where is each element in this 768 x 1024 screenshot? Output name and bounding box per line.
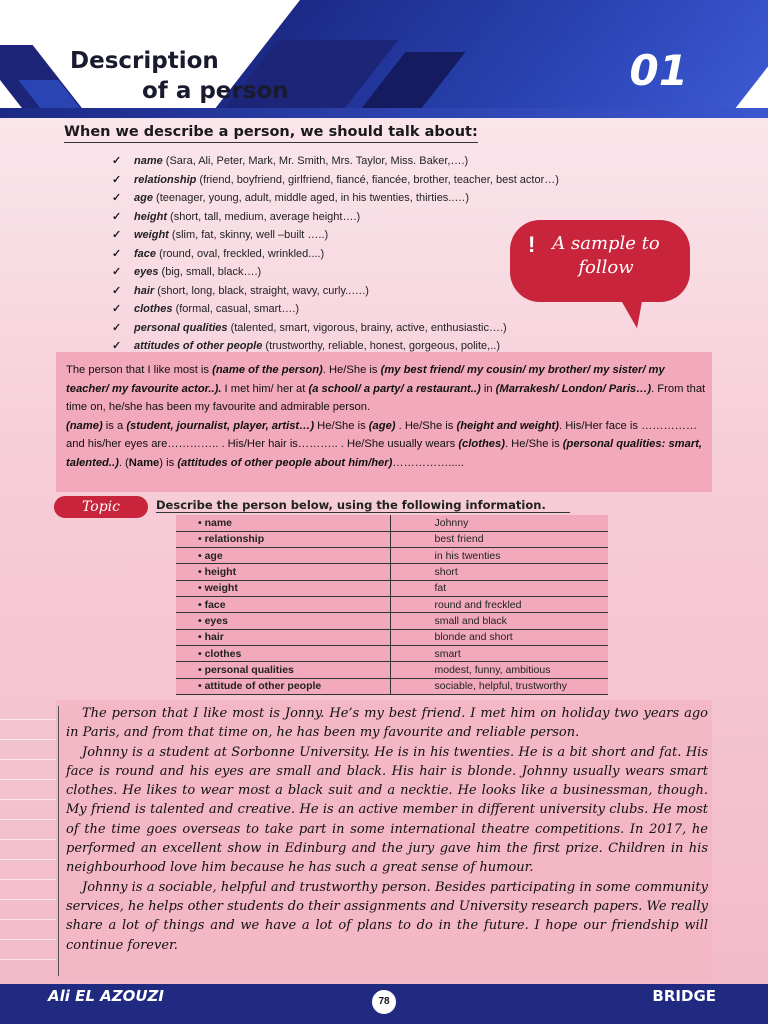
header-bottom-bar: [0, 108, 768, 118]
table-row: [176, 613, 608, 629]
table-row: [176, 678, 608, 694]
topic-instruction: Describe the person below, using the following information.: [156, 498, 570, 513]
criteria-item: [112, 171, 559, 190]
table-row: [176, 548, 608, 564]
sample-bubble-exclamation: !: [528, 232, 536, 257]
criteria-term: eyes: [134, 266, 159, 278]
model-placeholder: (personal qualities: smart, talented..): [66, 438, 703, 469]
criteria-term: face: [134, 247, 157, 260]
model-text: He/She is: [314, 419, 369, 432]
model-placeholder: Name: [128, 456, 160, 469]
criteria-item: [112, 300, 559, 319]
criteria-item: [112, 263, 559, 282]
model-placeholder: (name): [66, 419, 103, 432]
criteria-detail: (Sara, Ali, Peter, Mark, Mr. Smith, Mrs. Taylor, Miss. Baker,….): [162, 155, 469, 167]
criteria-term: age: [134, 192, 153, 204]
check-mark-icon: ✓: [112, 210, 122, 223]
check-mark-icon: ✓: [112, 266, 122, 278]
criteria-item: [112, 319, 559, 338]
info-key: • eyes: [176, 613, 390, 629]
info-key: • personal qualities: [176, 662, 390, 678]
model-text: . He/She is: [395, 419, 457, 432]
info-value: Johnny: [390, 515, 608, 531]
check-mark-icon: ✓: [112, 247, 122, 260]
criteria-term: hair: [134, 284, 155, 297]
model-text: …………….....: [392, 456, 464, 469]
page-title: [70, 46, 289, 106]
criteria-item: [112, 189, 559, 208]
criteria-item: [112, 245, 559, 264]
model-text: ) is: [159, 456, 178, 469]
model-text: I met him/ her at: [221, 382, 309, 395]
model-text: in: [480, 382, 496, 395]
model-text: The person that I like most is: [66, 364, 213, 376]
info-key: • name: [176, 515, 390, 531]
info-value: fat: [390, 580, 608, 596]
criteria-term: name: [134, 155, 163, 167]
check-mark-icon: ✓: [112, 173, 122, 186]
criteria-list: [112, 152, 559, 356]
info-value: in his twenties: [390, 548, 608, 564]
info-key: • face: [176, 597, 390, 613]
info-value: small and black: [390, 613, 608, 629]
check-mark-icon: ✓: [112, 321, 122, 334]
criteria-term: weight: [134, 229, 169, 241]
table-row: [176, 646, 608, 662]
page-number: 78: [370, 988, 398, 1016]
criteria-term: relationship: [134, 173, 197, 186]
model-placeholder: (student, journalist, player, artist…): [126, 419, 315, 432]
criteria-item: [112, 208, 559, 227]
table-row: [176, 662, 608, 678]
info-key: • weight: [176, 580, 390, 596]
table-row: [176, 597, 608, 613]
criteria-detail: (trustworthy, reliable, honest, gorgeous, polite,..): [262, 340, 500, 352]
criteria-detail: (formal, casual, smart….): [172, 303, 300, 315]
sample-bubble-line1: A sample to: [552, 233, 660, 254]
check-mark-icon: ✓: [112, 192, 122, 204]
sample-essay: [56, 700, 712, 980]
model-text: . His/Her face is ……………and his/her eyes are………….. . His/Her hair is……….. . He/She usually wears: [66, 419, 698, 450]
info-key: • height: [176, 564, 390, 580]
essay-paragraph: Johnny is a student at Sorbonne University. He is in his twenties. He is a bit short and fat. His face is round and his eyes are small and black. His hair is blonde. Johnny usually wears smart clothes. He likes to wear most a black suit and a necktie. He looks like a businessman, though. My friend is talented and creative. He is an active member in different university clubs. He most of the time goes overseas to take part in some international theatre competitions. In 2017, he performed an excellent show in Edinburg and the jury gave him the first prize. Children in his neighbourhood love him because he has such a great sense of humour.: [66, 744, 708, 876]
footer-brand: BRIDGE: [652, 987, 716, 1005]
unit-number: 01: [629, 46, 688, 95]
check-mark-icon: ✓: [112, 303, 122, 315]
criteria-detail: (slim, fat, skinny, well –built …..): [168, 229, 329, 241]
criteria-detail: (short, long, black, straight, wavy, curly..….): [154, 284, 369, 297]
model-text: is a: [102, 419, 127, 432]
info-key: • relationship: [176, 531, 390, 547]
footer-author: Ali EL AZOUZI: [48, 987, 165, 1005]
info-key: • clothes: [176, 646, 390, 662]
page-title-line1: Description: [70, 48, 219, 74]
criteria-item: [112, 282, 559, 301]
table-row: [176, 580, 608, 596]
model-placeholder: (clothes): [458, 438, 505, 450]
model-placeholder: (my best friend/ my cousin/ my brother/ my sister/ my teacher/ my favourite actor..).: [66, 364, 665, 395]
model-text: . (: [118, 456, 129, 469]
criteria-term: clothes: [134, 303, 173, 315]
criteria-detail: (big, small, black….): [158, 266, 262, 278]
criteria-item: [112, 152, 559, 171]
info-value: best friend: [390, 531, 608, 547]
table-row: [176, 531, 608, 547]
info-key: • attitude of other people: [176, 678, 390, 694]
essay-margin-lines: [0, 700, 60, 980]
model-placeholder: (a school/ a party/ a restaurant..): [308, 382, 481, 395]
model-placeholder: (age): [368, 419, 396, 432]
criteria-item: [112, 226, 559, 245]
model-paragraph: [56, 352, 712, 492]
criteria-detail: (friend, boyfriend, girlfriend, fiancé, fiancée, brother, teacher, best actor…): [196, 173, 559, 186]
model-placeholder: (Marrakesh/ London/ Paris…): [495, 382, 652, 395]
info-value: modest, funny, ambitious: [390, 662, 608, 678]
info-key: • age: [176, 548, 390, 564]
model-text: . He/She is: [504, 438, 563, 450]
table-row: [176, 515, 608, 531]
model-text: . He/She is: [322, 364, 381, 376]
sample-bubble-text: [526, 232, 686, 280]
criteria-term: attitudes of other people: [134, 340, 263, 352]
check-mark-icon: ✓: [112, 284, 122, 297]
sample-bubble-line2: follow: [578, 257, 634, 278]
model-placeholder: (height and weight): [456, 419, 560, 432]
page-header: [0, 0, 768, 118]
topic-badge: Topic: [54, 496, 148, 518]
info-value: sociable, helpful, trustworthy: [390, 678, 608, 694]
info-value: round and freckled: [390, 597, 608, 613]
criteria-term: personal qualities: [134, 321, 228, 334]
info-table: [176, 515, 608, 695]
essay-paragraph: Johnny is a sociable, helpful and trustworthy person. Besides participating in some community services, he helps other students do their assignments and University research papers. We really share a lot of things and we have a lot of plans to do in the future. I hope our friendship will continue forever.: [66, 879, 708, 953]
criteria-detail: (teenager, young, adult, middle aged, in his twenties, thirties..…): [152, 192, 470, 204]
check-mark-icon: ✓: [112, 229, 122, 241]
check-mark-icon: ✓: [112, 340, 122, 352]
model-placeholder: (attitudes of other people about him/her): [177, 456, 393, 469]
model-text: . From that time on, he/she has been my favourite and admirable person.: [66, 382, 706, 413]
criteria-term: height: [134, 210, 167, 223]
page-title-line2: of a person: [142, 78, 289, 104]
intro-title: When we describe a person, we should talk about:: [64, 124, 478, 143]
criteria-detail: (round, oval, freckled, wrinkled....): [156, 247, 325, 260]
essay-margin-bar: [58, 706, 59, 976]
info-key: • hair: [176, 629, 390, 645]
essay-paragraph: The person that I like most is Jonny. He’s my best friend. I met him on holiday two years ago in Paris, and from that time on, he has been my favourite and reliable person.: [66, 706, 708, 741]
info-value: blonde and short: [390, 629, 608, 645]
info-value: short: [390, 564, 608, 580]
criteria-detail: (short, tall, medium, average height….): [167, 210, 361, 223]
check-mark-icon: ✓: [112, 155, 122, 167]
model-placeholder: (name of the person): [212, 364, 323, 376]
table-row: [176, 564, 608, 580]
table-row: [176, 629, 608, 645]
info-value: smart: [390, 646, 608, 662]
criteria-detail: (talented, smart, vigorous, brainy, active, enthusiastic….): [227, 321, 507, 334]
